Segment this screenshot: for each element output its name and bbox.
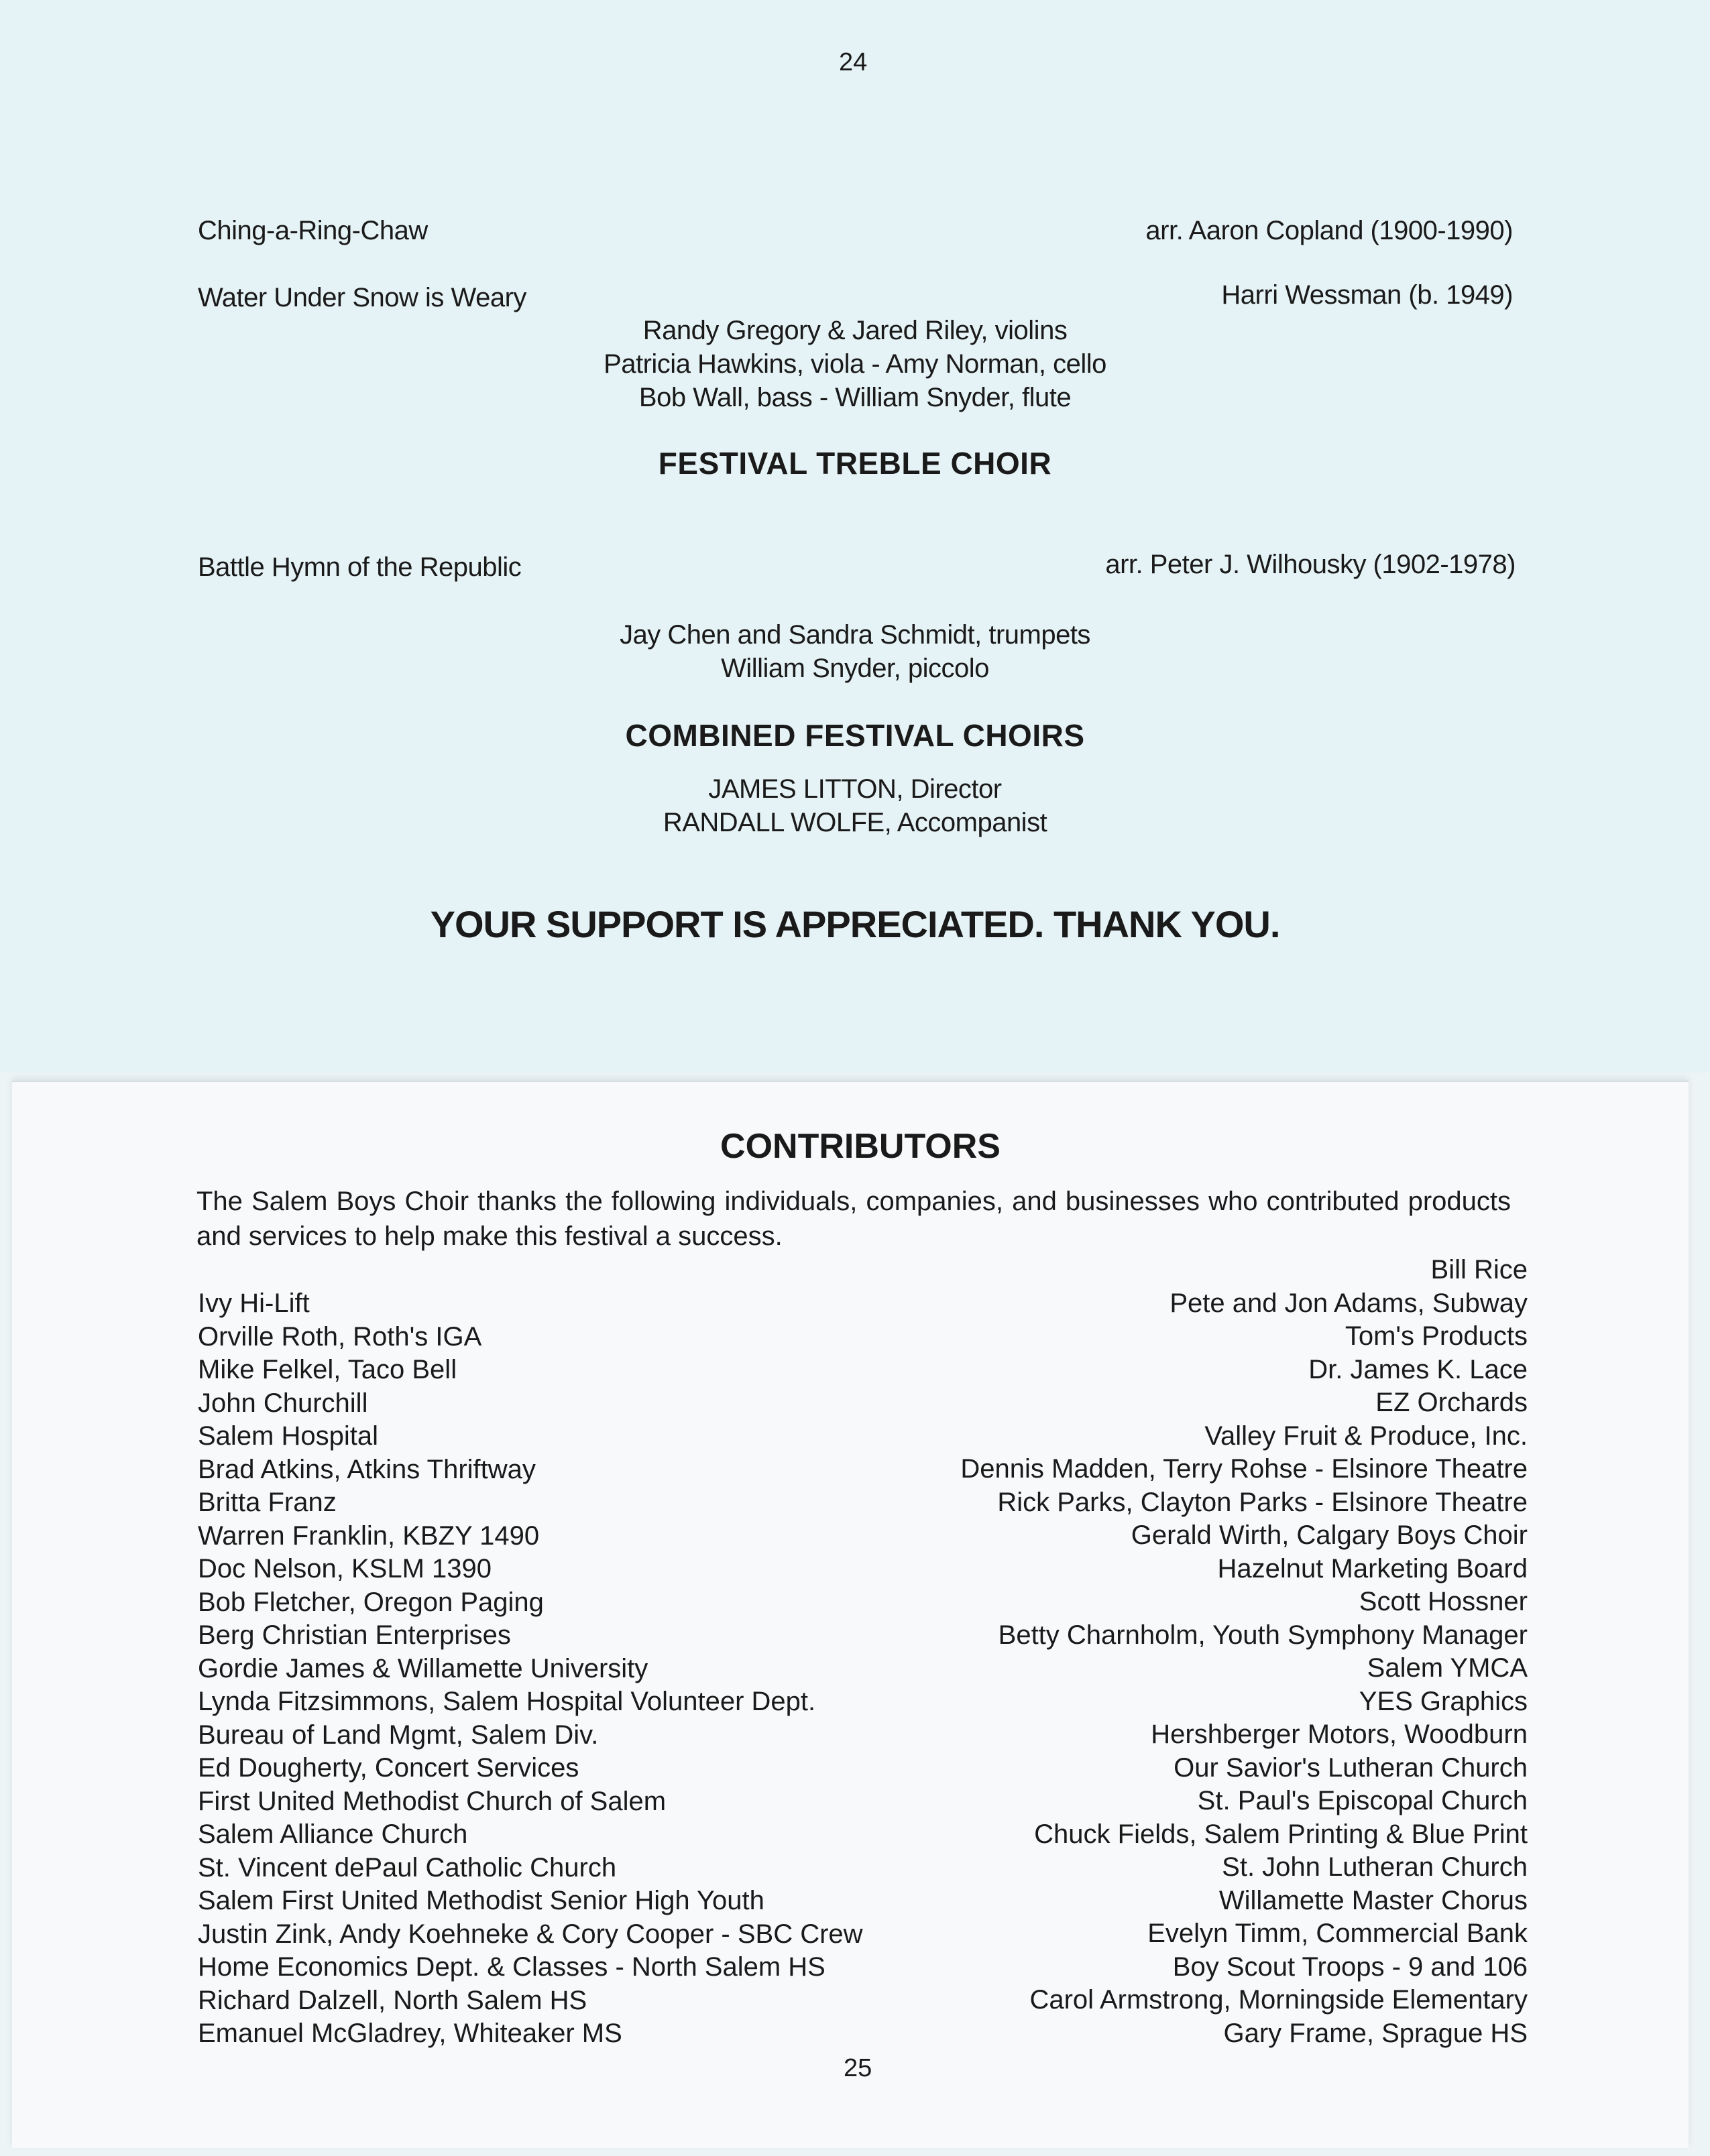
contributor-item: Home Economics Dept. & Classes - North Salem HS [198, 1952, 825, 1982]
contributor-item: Richard Dalzell, North Salem HS [198, 1985, 587, 2015]
credit-line: RANDALL WOLFE, Accompanist [663, 808, 1047, 837]
contributor-item: EZ Orchards [1375, 1388, 1528, 1417]
contributor-item: St. John Lutheran Church [1222, 1852, 1528, 1882]
contributor-item: Lynda Fitzsimmons, Salem Hospital Volunteer Dept. [198, 1687, 816, 1716]
contributor-item: Salem Alliance Church [198, 1819, 468, 1849]
contributor-item: Brad Atkins, Atkins Thriftway [198, 1454, 536, 1484]
contributor-item: Britta Franz [198, 1488, 337, 1517]
thank-you-banner: YOUR SUPPORT IS APPRECIATED. THANK YOU. [430, 903, 1280, 945]
contributors-page-25 [12, 1081, 1689, 2148]
contributor-item: Bill Rice [1430, 1255, 1528, 1284]
contributor-item: Scott Hossner [1359, 1587, 1528, 1616]
contributor-item: Salem YMCA [1367, 1653, 1528, 1683]
contributor-item: Salem Hospital [198, 1421, 379, 1451]
contributor-item: Warren Franklin, KBZY 1490 [198, 1520, 540, 1551]
section-heading-treble-choir: FESTIVAL TREBLE CHOIR [658, 446, 1052, 481]
program-page-24 [0, 0, 1710, 1073]
contributor-item: St. Vincent dePaul Catholic Church [198, 1852, 617, 1882]
contributors-intro: The Salem Boys Choir thanks the following individuals, companies, and businesses who contributed products and services to help make this festival a success. [196, 1187, 1511, 1251]
contributor-item: Mike Felkel, Taco Bell [198, 1355, 457, 1384]
contributor-item: Hershberger Motors, Woodburn [1151, 1720, 1528, 1749]
section-heading-combined-choirs: COMBINED FESTIVAL CHOIRS [625, 718, 1085, 753]
contributor-item: Tom's Products [1345, 1321, 1528, 1351]
contributor-item: Ed Dougherty, Concert Services [198, 1753, 579, 1783]
contributor-item: Gary Frame, Sprague HS [1223, 2018, 1528, 2048]
contributor-item: Carol Armstrong, Morningside Elementary [1029, 1985, 1528, 2015]
contributor-item: Bob Fletcher, Oregon Paging [198, 1587, 544, 1617]
performers-list-2 [520, 618, 1190, 685]
page-number-top: 24 [839, 48, 868, 76]
contributor-item: Bureau of Land Mgmt, Salem Div. [198, 1720, 599, 1750]
contributor-item: St. Paul's Episcopal Church [1197, 1786, 1528, 1815]
contributor-item: Salem First United Methodist Senior High Youth [198, 1886, 764, 1915]
contributor-item: Pete and Jon Adams, Subway [1170, 1288, 1528, 1318]
piece-title-2: Water Under Snow is Weary [198, 283, 526, 312]
contributor-item: Gordie James & Willamette University [198, 1653, 648, 1683]
contributors-right-column [960, 1254, 1528, 2050]
piece-composer-1: arr. Aaron Copland (1900-1990) [1145, 216, 1513, 245]
contributor-item: Boy Scout Troops - 9 and 106 [1172, 1952, 1528, 1982]
piece-composer-2: Harri Wessman (b. 1949) [1221, 280, 1513, 310]
contributor-item: Chuck Fields, Salem Printing & Blue Print [1034, 1819, 1528, 1849]
page-number-bottom: 25 [844, 2054, 872, 2082]
contributor-item: Betty Charnholm, Youth Symphony Manager [998, 1620, 1528, 1650]
contributor-item: Justin Zink, Andy Koehneke & Cory Cooper - SBC Crew [198, 1919, 863, 1949]
performer-line: William Snyder, piccolo [721, 654, 989, 683]
performer-line: Jay Chen and Sandra Schmidt, trumpets [620, 620, 1090, 650]
contributor-item: YES Graphics [1359, 1686, 1528, 1716]
contributors-left-column [198, 1287, 863, 2051]
contributor-item: Gerald Wirth, Calgary Boys Choir [1131, 1520, 1528, 1550]
contributors-title: CONTRIBUTORS [720, 1127, 1001, 1166]
contributor-item: First United Methodist Church of Salem [198, 1786, 667, 1816]
credit-line: JAMES LITTON, Director [708, 774, 1002, 804]
contributor-item: Rick Parks, Clayton Parks - Elsinore Theatre [997, 1487, 1528, 1517]
contributor-item: Orville Roth, Roth's IGA [198, 1321, 482, 1352]
contributor-item: Willamette Master Chorus [1218, 1885, 1528, 1915]
piece-composer-3: arr. Peter J. Wilhousky (1902-1978) [1105, 550, 1516, 579]
contributor-item: Berg Christian Enterprises [198, 1620, 511, 1650]
contributor-item: Dennis Madden, Terry Rohse - Elsinore Theatre [960, 1454, 1528, 1484]
contributor-item: Valley Fruit & Produce, Inc. [1204, 1421, 1528, 1451]
contributor-item: Evelyn Timm, Commercial Bank [1147, 1919, 1528, 1948]
piece-title-1: Ching-a-Ring-Chaw [198, 216, 428, 245]
performers-list-1 [520, 314, 1190, 414]
performer-line: Patricia Hawkins, viola - Amy Norman, cello [604, 349, 1106, 379]
performer-line: Randy Gregory & Jared Riley, violins [642, 316, 1068, 345]
piece-title-3: Battle Hymn of the Republic [198, 552, 522, 582]
contributor-item: Dr. James K. Lace [1308, 1354, 1528, 1384]
contributor-item: John Churchill [198, 1388, 368, 1418]
contributor-item: Emanuel McGladrey, Whiteaker MS [198, 2019, 622, 2048]
contributor-item: Our Savior's Lutheran Church [1174, 1752, 1528, 1783]
contributor-item: Ivy Hi-Lift [198, 1289, 310, 1318]
director-credits [520, 772, 1190, 839]
contributor-item: Hazelnut Marketing Board [1217, 1553, 1528, 1583]
contributor-item: Doc Nelson, KSLM 1390 [198, 1554, 492, 1583]
performer-line: Bob Wall, bass - William Snyder, flute [638, 383, 1072, 412]
